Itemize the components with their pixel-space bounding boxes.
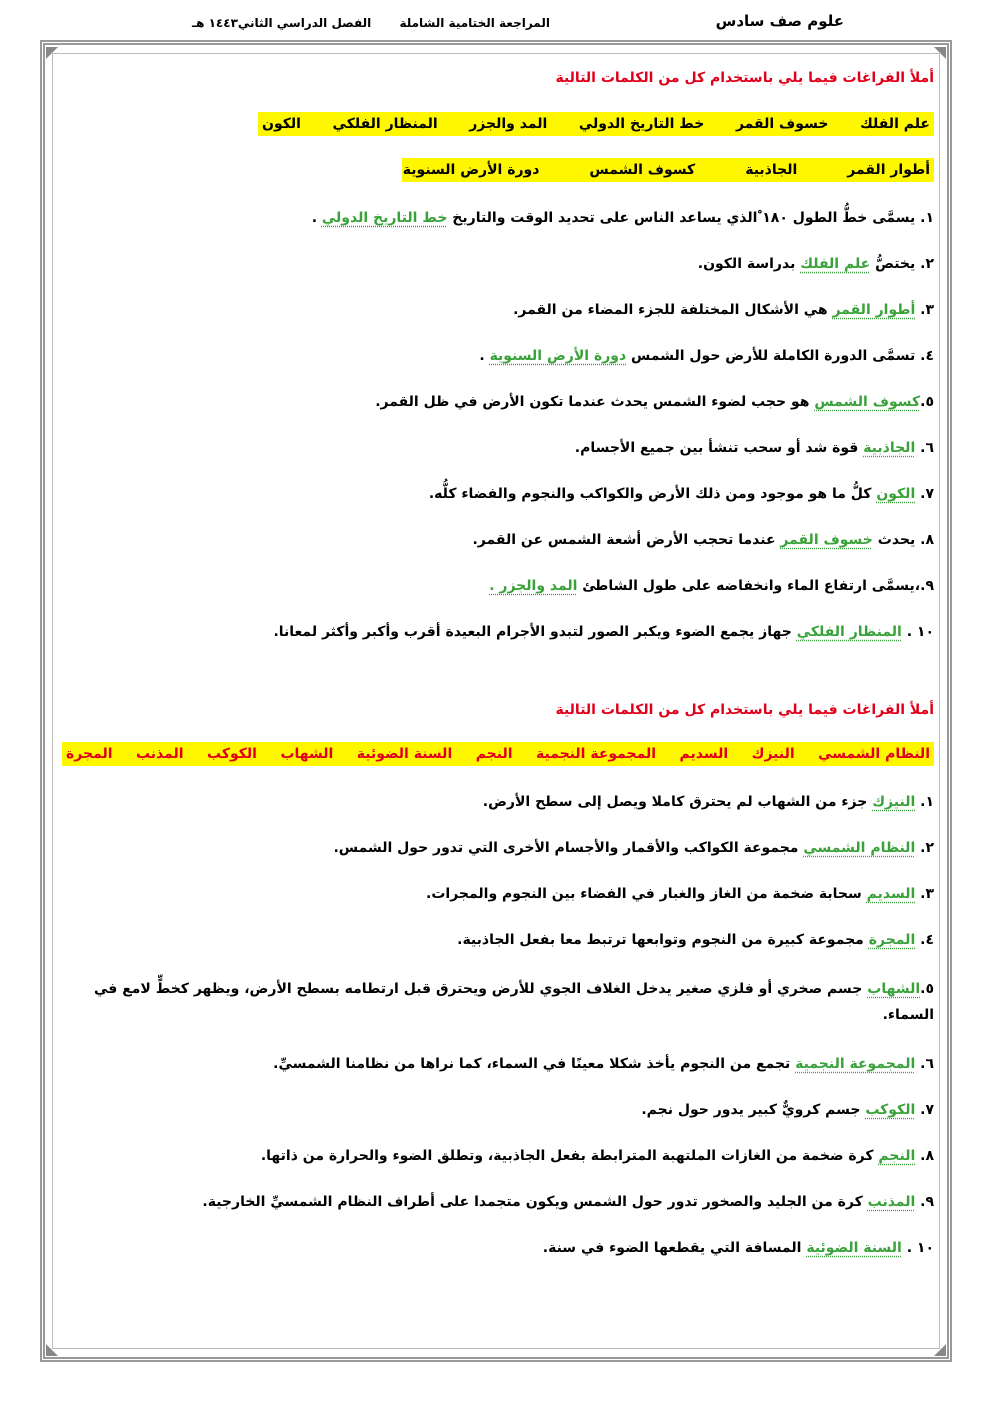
question-item: ٧. الكوكب جسم كرويٌّ كبير يدور حول نجم. xyxy=(641,1102,934,1118)
question-item: ١. النيزك جزء من الشهاب لم يحترق كاملا ويصل إلى سطح الأرض. xyxy=(482,794,934,810)
section-2-instruction: أملأ الفراغات فيما يلي باستخدام كل من الكلمات التالية xyxy=(555,702,934,718)
question-item: ٤. المجرة مجموعة كبيرة من النجوم وتوابعها ترتبط معا بفعل الجاذبية. xyxy=(457,932,934,948)
answer: الكوكب xyxy=(865,1102,916,1118)
bank-word: علم الفلك xyxy=(859,116,930,132)
answer: علم الفلك xyxy=(800,256,871,272)
worksheet-content xyxy=(62,70,934,1258)
question-item: ٩.،يسمَّى ارتفاع الماء وانخفاضه على طول الشاطئ المد والجزر . xyxy=(489,578,934,594)
bank-word: دورة الأرض السنوية xyxy=(402,162,540,178)
section-1-instruction: أملأ الفراغات فيما يلي باستخدام كل من الكلمات التالية xyxy=(555,70,934,86)
question-item: ٨. يحدث خسوف القمر عندما تحجب الأرض أشعة الشمس عن القمر. xyxy=(472,532,934,548)
subject-title: علوم صف سادس xyxy=(715,12,844,30)
answer: كسوف الشمس xyxy=(814,394,921,410)
question-item: ٩. المذنب كرة من الجليد والصخور تدور حول الشمس ويكون متجمدا على أطراف النظام الشمسيِّ الخارجية. xyxy=(202,1194,934,1210)
question-item: ٨. النجم كرة ضخمة من الغازات الملتهبة المترابطة بفعل الجاذبية، وتطلق الضوء والحرارة من ذاتها. xyxy=(260,1148,934,1164)
answer: دورة الأرض السنوية xyxy=(489,348,627,364)
answer: النظام الشمسي xyxy=(803,840,916,856)
answer: الجاذبية xyxy=(863,440,916,456)
bank-word: أطوار القمر xyxy=(847,162,930,178)
question-item: ٧. الكون كلُّ ما هو موجود ومن ذلك الأرض والكواكب والنجوم والفضاء كلُّه. xyxy=(428,486,934,502)
answer: السديم xyxy=(866,886,916,902)
question-item: ٥.كسوف الشمس هو حجب لضوء الشمس يحدث عندما تكون الأرض في ظل القمر. xyxy=(375,394,934,410)
question-item: ٦. المجموعة النجمية تجمع من النجوم يأخذ شكلا معينًا في السماء، كما نراها من نظامنا الشمسيِّ. xyxy=(273,1056,934,1072)
corner-ornament xyxy=(934,1344,946,1356)
question-item: ١. يسمَّى خطُّ الطول ١٨٠ ْالذي يساعد الناس على تحديد الوقت والتاريخ خط التاريخ الدولي . xyxy=(311,210,934,226)
answer: النيزك xyxy=(872,794,916,810)
bank-word: المجموعة النجمية xyxy=(536,746,657,762)
bank-word: النظام الشمسي xyxy=(818,746,930,762)
answer: السنة الضوئية xyxy=(806,1240,902,1256)
bank-word: الكوكب xyxy=(207,746,257,762)
question-item: ٣. السديم سحابة ضخمة من الغاز والغبار في الفضاء بين النجوم والمجرات. xyxy=(426,886,934,902)
corner-ornament xyxy=(46,1344,58,1356)
bank-word: المجرة xyxy=(66,746,113,762)
section-1 xyxy=(62,70,934,642)
bank-word: الكون xyxy=(262,116,301,132)
question-item: ٣. أطوار القمر هي الأشكال المختلفة للجزء المضاء من القمر. xyxy=(513,302,934,318)
bank-word: النيزك xyxy=(751,746,795,762)
question-item: ٢. النظام الشمسي مجموعة الكواكب والأقمار والأجسام الأخرى التي تدور حول الشمس. xyxy=(333,840,934,856)
question-item: ٦. الجاذبية قوة شد أو سحب تنشأ بين جميع الأجسام. xyxy=(574,440,934,456)
review-label: المراجعة الختامية الشاملة xyxy=(399,16,550,30)
section-2 xyxy=(62,702,934,1258)
answer: خسوف القمر xyxy=(780,532,873,548)
question-item: ١٠ . السنة الضوئية المسافة التي يقطعها الضوء في سنة. xyxy=(542,1240,934,1256)
bank-word: السديم xyxy=(679,746,729,762)
header-info xyxy=(168,16,550,30)
bank-word: المد والجزر xyxy=(469,116,548,132)
term-label: الفصل الدراسي الثاني١٤٤٣ هـ xyxy=(192,16,372,30)
question-item: ٤. تسمَّى الدورة الكاملة للأرض حول الشمس دورة الأرض السنوية . xyxy=(479,348,934,364)
question-item: ٥.الشهاب جسم صخري أو فلزي صغير يدخل الغلاف الجوي للأرض ويحترق قبل ارتطامه بسطح الأرض، ويظهر كخطٍّ لامع في السماء. xyxy=(93,981,934,1023)
answer: الشهاب xyxy=(867,981,921,997)
word-bank-section-2 xyxy=(62,742,934,766)
bank-word: خط التاريخ الدولي xyxy=(578,116,705,132)
answer: المنظار الفلكي xyxy=(796,624,902,640)
answer: المجرة xyxy=(868,932,916,948)
answer: الكون xyxy=(876,486,916,502)
bank-word: النجم xyxy=(475,746,513,762)
bank-word: الشهاب xyxy=(280,746,334,762)
corner-ornament xyxy=(46,47,58,59)
question-item: ١٠ . المنظار الفلكي جهاز يجمع الضوء ويكبر الصور لتبدو الأجرام البعيدة أقرب وأكبر وأكثر لمعانا. xyxy=(273,624,934,640)
answer: خط التاريخ الدولي xyxy=(321,210,448,226)
answer: المجموعة النجمية xyxy=(795,1056,916,1072)
answer: أطوار القمر xyxy=(832,302,916,318)
bank-word: كسوف الشمس xyxy=(589,162,696,178)
answer: النجم xyxy=(878,1148,916,1164)
word-bank-row-1 xyxy=(258,112,934,136)
bank-word: الجاذبية xyxy=(745,162,798,178)
answer: المد والجزر . xyxy=(489,578,578,594)
question-item: ٢. يختصُّ علم الفلك بدراسة الكون. xyxy=(697,256,934,272)
word-bank-row-2 xyxy=(402,158,934,182)
bank-word: السنة الضوئية xyxy=(356,746,453,762)
bank-word: المذنب xyxy=(135,746,184,762)
bank-word: خسوف القمر xyxy=(735,116,829,132)
bank-word: المنظار الفلكي xyxy=(332,116,438,132)
answer: المذنب xyxy=(867,1194,916,1210)
corner-ornament xyxy=(934,47,946,59)
